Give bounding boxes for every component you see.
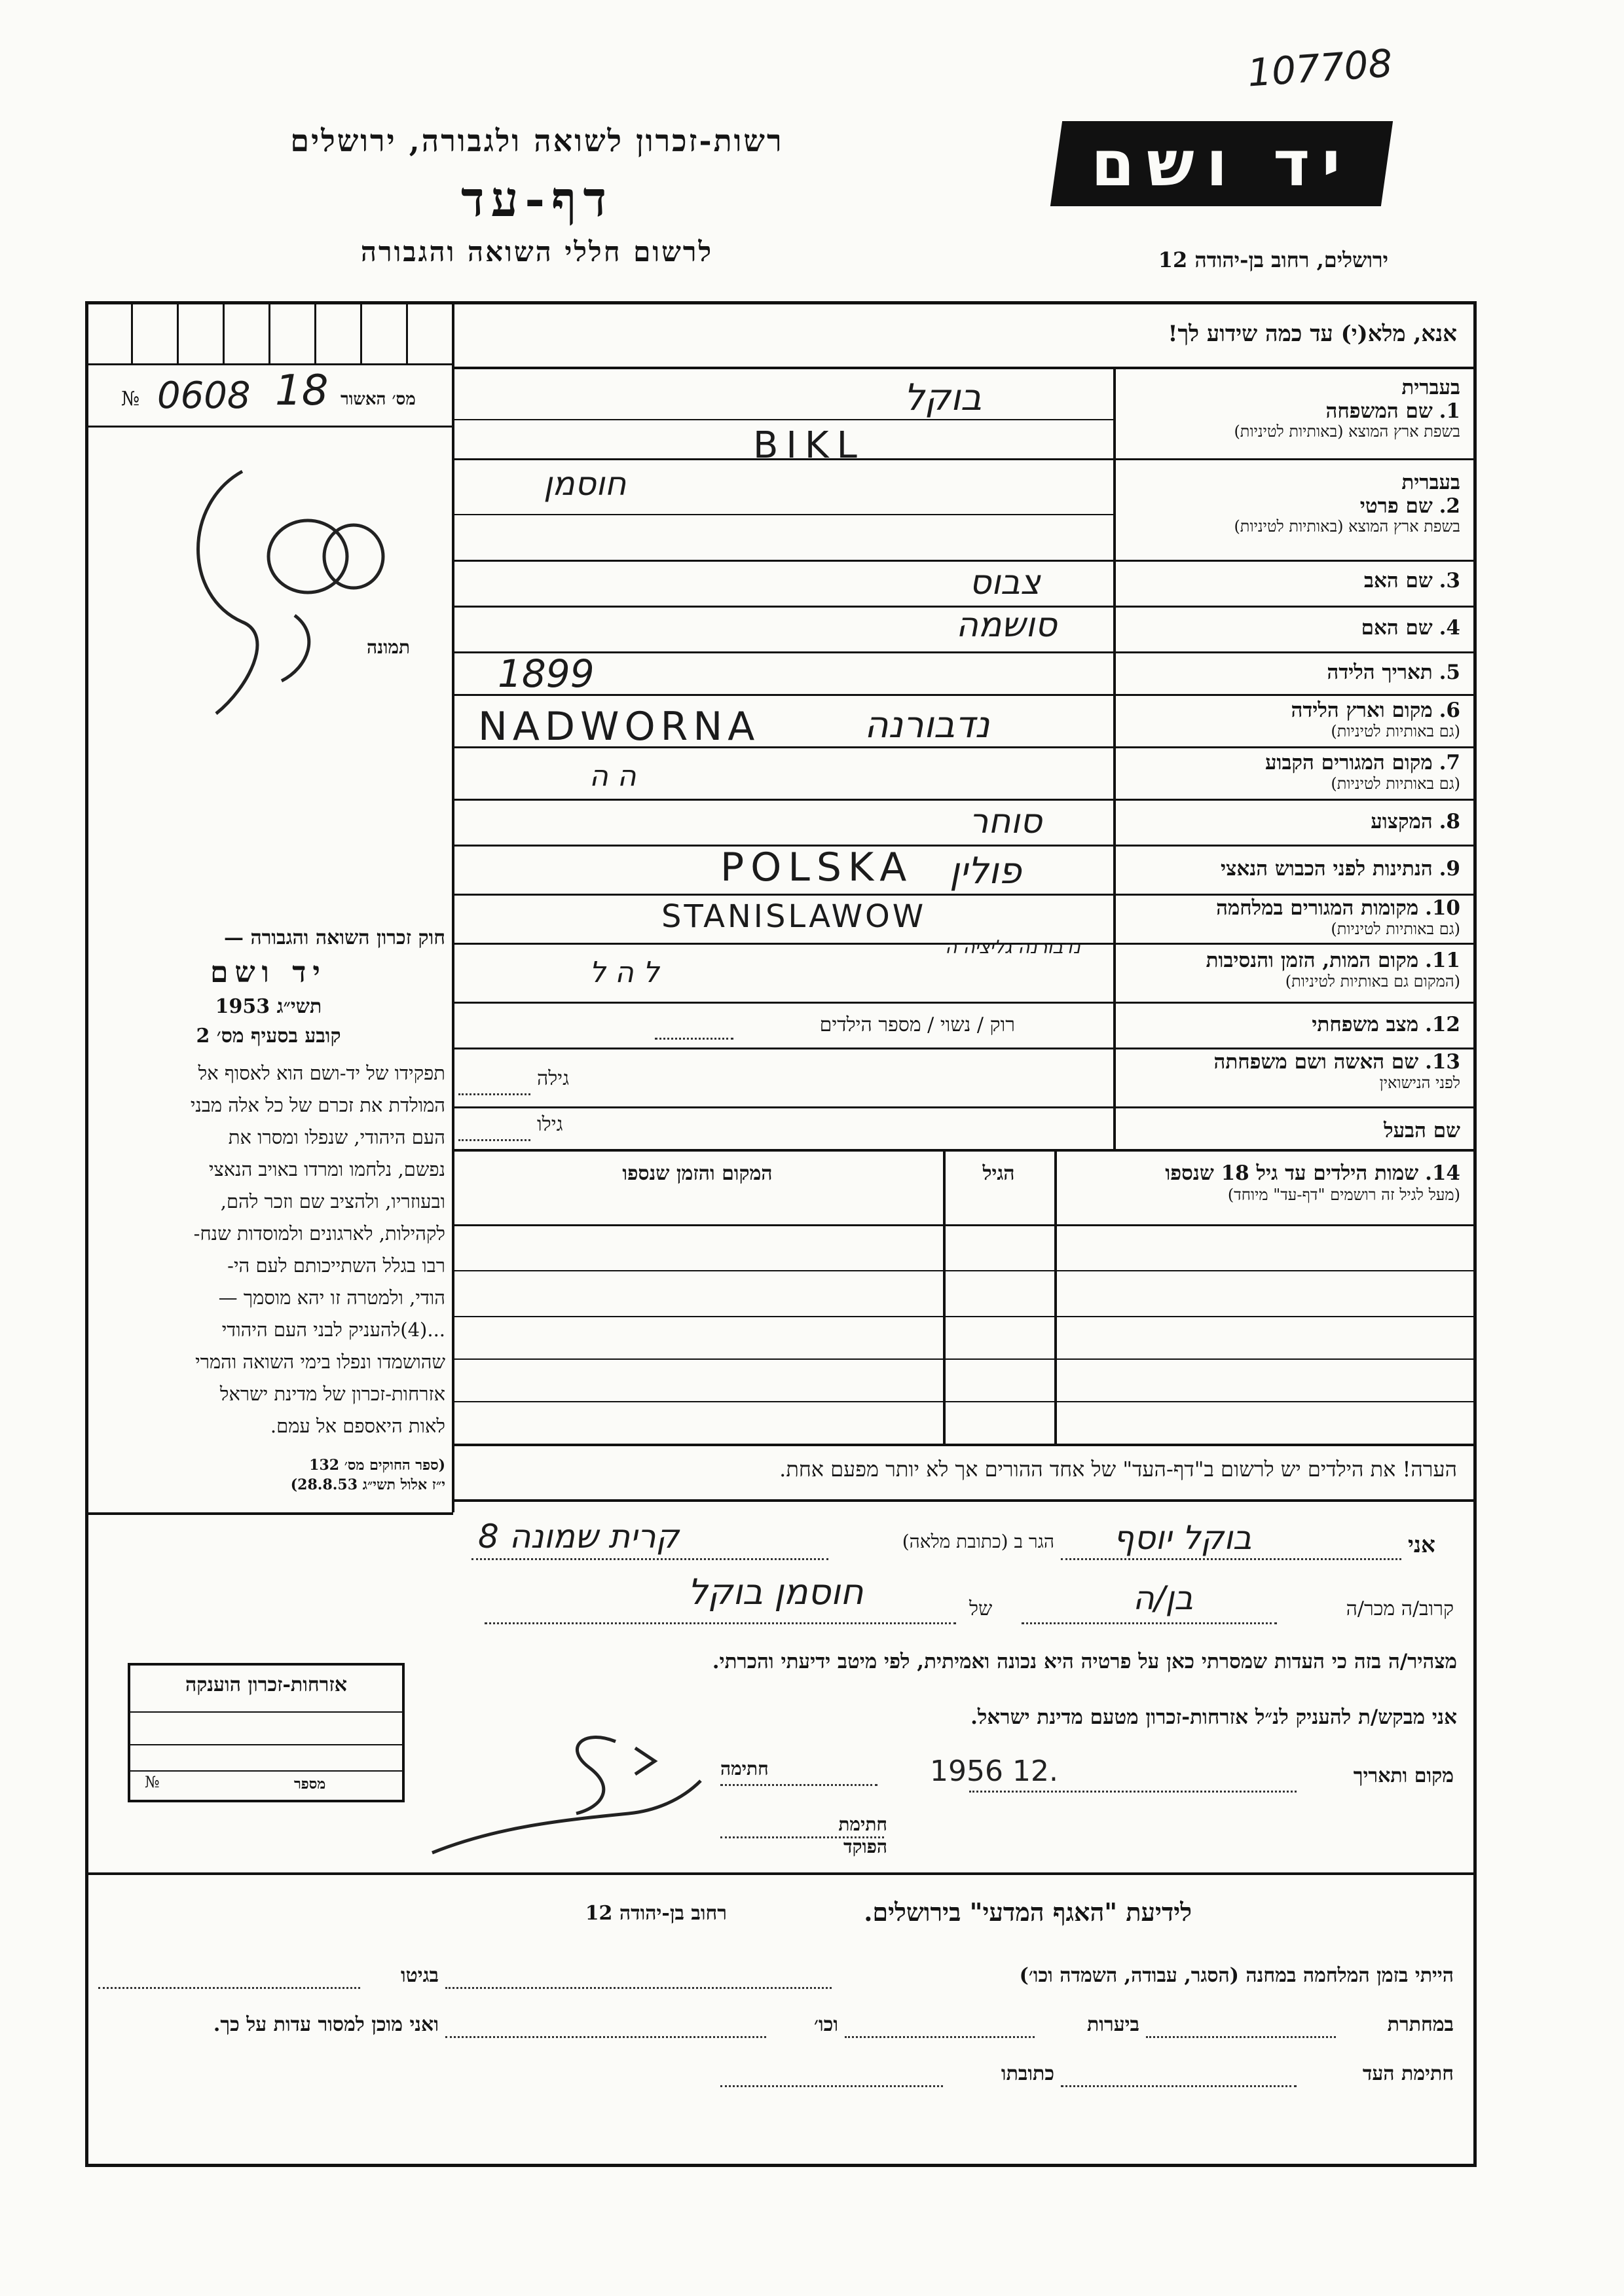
citizenship-box-title: אזרחות-זכרון הוענקה: [185, 1673, 348, 1696]
of-value: חוסמן בוקל: [688, 1571, 864, 1613]
law-text-line: לקהילות, לארגונים ולמוסדות שנח-: [193, 1222, 445, 1245]
law-name: יד ושם: [210, 956, 327, 989]
field-3-label: 3. שם האב: [1364, 569, 1460, 592]
footer-line2-underground: במחתרת: [1387, 2013, 1454, 2036]
footer-line2-forests: ביערות: [1086, 2013, 1139, 2036]
field-9-value-hebrew: פולין: [950, 850, 1022, 892]
field-14-label: 14. שמות הילדים עד גיל 18 שנספו (מעל לגיל זה רושמים "דף-עד" מיוחד): [1165, 1161, 1460, 1204]
request-text: אני מבקש/ת להעניק לנ״ל אזרחות-זכרון מטעם מדינת ישראל.: [970, 1705, 1457, 1729]
field-11-value: ל ה ל: [589, 956, 659, 989]
footer-line3-address: כתובתו: [1001, 2062, 1054, 2085]
footer-line2-ready: ואני מוכן למסור עדות על כך.: [213, 2013, 439, 2036]
footer-line3-signature: חתימת העד: [1362, 2062, 1454, 2085]
place-date-value: 1956 12.: [930, 1755, 1058, 1788]
footer-line1-camp: הייתי בזמן המלחמה במחנה (הסגר, עבודה, השמדה וכו׳): [1019, 1964, 1454, 1987]
law-text-line: לאות היאספם אל עמם.: [270, 1415, 445, 1437]
field-3-value: צבוס: [969, 563, 1041, 602]
photo-label: תמונה: [367, 636, 411, 658]
instruction: אנא, מלא(י) עד כמה שידוע לך!: [1168, 321, 1457, 347]
field-2-value-hebrew: חוסמן: [544, 465, 627, 503]
law-text-line: תפקידו של יד-ושם הוא לאסוף אל: [198, 1062, 445, 1084]
field-6-label: 6. מקום וארץ הלידה (גם באותיות לטיניות): [1291, 699, 1460, 740]
declaration-ani: אני: [1408, 1532, 1435, 1558]
address: ירושלים, רחוב בן-יהודה 12: [1158, 247, 1388, 272]
field-5-label: 5. תאריך הלידה: [1327, 661, 1460, 684]
field-10-label: 10. מקומות המגורים במלחמה (גם באותיות לטיניות): [1216, 896, 1460, 938]
field-9-value-latin: POLSKA: [720, 845, 913, 890]
declare-text: מצהיר/ה בזה כי העדות שמסרתי כאן על פרטיה היא נכונה ואמיתית, לפי מיטב ידיעתי והכרתי.: [712, 1650, 1457, 1673]
field-13-label: 13. שם האשה ושם משפחתה לפני הנישואין: [1213, 1050, 1460, 1092]
field-7-value: ה ה: [589, 759, 637, 793]
footer-line2-etc: וכו׳: [814, 2013, 838, 2036]
form-subtitle: לרשום חללי השואה והגבורה: [360, 236, 714, 268]
field-7-label: 7. מקום המגורים הקבוע (גם באותיות לטיניות): [1265, 751, 1460, 793]
husband-label: שם הבעל: [1384, 1119, 1460, 1142]
form-title: דף-עד: [460, 172, 614, 228]
field-12-label: 12. מצב משפחתי: [1312, 1013, 1460, 1036]
law-text: [92, 1057, 445, 1442]
field-1-value-latin: BIKL: [753, 424, 865, 467]
law-text-line: העם היהודי, שנפלו ומסרו את: [228, 1126, 445, 1148]
field-1-label: בעברית 1. שם המשפחה בשפת ארץ המוצא (באותיות לטיניות): [1234, 376, 1460, 441]
field-10-value-latin: STANISLAWOW: [661, 898, 927, 935]
husband-age-label: גילו: [537, 1113, 563, 1136]
photo-signature-scribble: [144, 452, 419, 733]
law-text-line: נפשם, נלחמו ומרדו באויב הנאצי: [208, 1158, 445, 1180]
signature-label: חתימה: [720, 1758, 769, 1779]
law-text-line: ובעוזריו, ולהציב שם וזכר להם,: [220, 1190, 445, 1212]
field-14-col-age: הגיל: [982, 1162, 1015, 1185]
witness-signature: [419, 1702, 747, 1859]
wife-age-label: גילה: [537, 1067, 570, 1090]
field-12-options: רוק / נשוי / מספר הילדים: [819, 1013, 1015, 1036]
official-label: חתימת הפוקד: [838, 1813, 887, 1857]
yad-vashem-logo: יד ושם: [1050, 121, 1393, 206]
photo-area: [144, 452, 419, 733]
law-year: תשי״ג 1953: [215, 995, 322, 1018]
field-10-value-hebrew: נדבורנה גליציה ה: [945, 936, 1080, 958]
resident-value: קרית שמונה 8: [478, 1518, 680, 1556]
law-text-line: המולדת את זכרם של כל אלה מבני: [190, 1094, 445, 1116]
field-11-label: 11. מקום המות, הזמן והנסיבות (המקום גם באותיות לטיניות): [1206, 949, 1460, 991]
archive-number: 107708: [1246, 41, 1394, 96]
law-section: קובע בסעיף מס׳ 2: [196, 1025, 341, 1048]
field-5-value: 1899: [498, 651, 595, 696]
field-8-label: 8. המקצוע: [1371, 810, 1460, 833]
field-1-value-hebrew: בוקל: [904, 376, 982, 419]
law-text-line: ...(4)להעניק לבני העם היהודי: [221, 1319, 445, 1341]
law-text-line: אזרחות-זכרון של מדינת ישראל: [219, 1383, 445, 1405]
resident-label: הגר ב (כתובת מלאה): [902, 1531, 1054, 1552]
law-text-line: רבו בגלל השתייכותם לעם הי-: [227, 1254, 445, 1277]
field-4-label: 4. שם האם: [1361, 616, 1460, 640]
law-title: חוק זכרון השואה והגבורה —: [224, 926, 445, 949]
field-4-value: סושמה: [956, 606, 1058, 645]
footer-line1-ghetto: בגיטו: [400, 1964, 439, 1987]
citizenship-no-sign: №: [145, 1773, 160, 1791]
of-label: של: [969, 1597, 993, 1620]
approval-label: מס׳ האשור: [341, 390, 416, 409]
approval-number-2: 18: [275, 367, 329, 415]
law-ref-2: י״ז אלול תשי״ג 28.8.53): [290, 1476, 445, 1493]
footer-title: לידיעת "האגף המדעי" בירושלים.: [864, 1897, 1192, 1927]
field-6-value-hebrew: נדבורנה: [864, 704, 990, 746]
field-8-value: סוחר: [969, 802, 1043, 841]
citizenship-box: [128, 1663, 405, 1802]
declaration-name: בוקל יוסף: [1113, 1519, 1252, 1557]
authority-title: רשות-זכרון לשואה ולגבורה, ירושלים: [290, 123, 784, 158]
approval-no-sign: №: [121, 388, 140, 410]
citizenship-number-label: מספר: [294, 1776, 326, 1793]
field-2-label: בעברית 2. שם פרטי בשפת ארץ המוצא (באותיות לטיניות): [1234, 471, 1460, 536]
law-text-line: הודי, ולמטרה זו יהא מוסמך —: [218, 1286, 445, 1309]
footer-address: רחוב בן-יהודה 12: [585, 1902, 727, 1925]
relation-value: בן/ה: [1133, 1579, 1194, 1617]
law-text-line: שהושמדו ונפלו בימי השואה והמרי: [195, 1351, 445, 1373]
approval-number: 0608: [157, 374, 251, 417]
place-date-label: מקום ותאריך: [1353, 1764, 1454, 1787]
field-9-label: 9. הנתינות לפני הכבוש הנאצי: [1220, 857, 1460, 881]
law-ref-1: (ספר החוקים מס׳ 132: [309, 1457, 445, 1474]
field-6-value-latin: NADWORNA: [478, 704, 760, 750]
relation-label: קרוב/ה מכר/ה: [1346, 1597, 1454, 1620]
children-note: הערה! את הילדים יש לרשום ב"דף-העד" של אחד ההורים אך לא יותר מפעם אחת.: [779, 1457, 1457, 1482]
field-14-col-place: המקום והזמן שנספו: [622, 1162, 773, 1185]
